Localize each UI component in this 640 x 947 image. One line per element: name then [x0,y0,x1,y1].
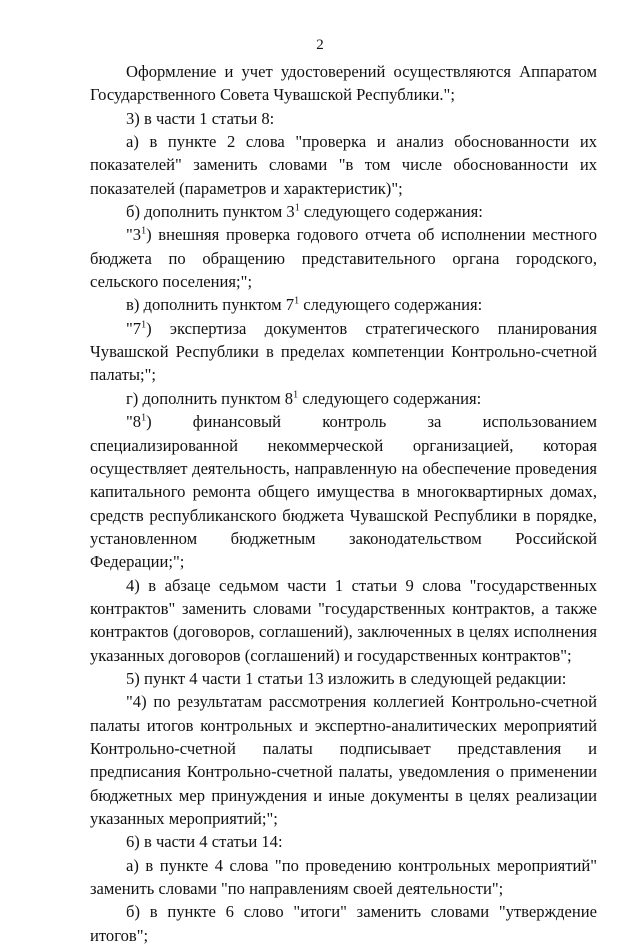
paragraph-text: следующего содержания: [299,295,483,315]
superscript: 1 [294,295,300,307]
superscript: 1 [141,225,147,237]
superscript: 1 [294,202,300,214]
document-body [90,60,597,947]
paragraph-text: следующего содержания: [299,202,483,222]
superscript: 1 [293,389,299,401]
paragraph-text: "8 [126,412,142,432]
paragraph-text: "7 [126,318,142,338]
paragraph-text: в) дополнить пунктом 7 [126,295,295,315]
paragraph [90,410,597,573]
paragraph-text: "3 [126,225,142,245]
superscript: 1 [141,319,147,331]
paragraph-text: б) дополнить пунктом 3 [126,202,295,222]
paragraph-text: г) дополнить пунктом 8 [126,388,294,408]
paragraph [90,223,597,293]
paragraph: "4) по результатам рассмотрения коллегией Контрольно-счетной палаты итогов контрольных и экспертно-аналитических мероприятий Контрольно-счетной палаты подписывает представления и предписания Контрольно-счетной палаты, уведомления о применении бюджетных мер принуждения и иные документы в целях реализации указанных мероприятий;"; [90,692,597,828]
paragraph-text: ) экспертиза документов стратегического планирования Чувашской Республики в пределах компетенции Контрольно-счетной палаты;"; [90,318,597,385]
paragraph-text: ) финансовый контроль за использованием специализированной некоммерческой организацией, которая осуществляет деятельность, направленную на обеспечение проведения капитального ремонта общего имущества в многоквартирных домах, средств республиканского бюджета Чувашской Республики в порядке, установленном бюджетным законодательством Российской Федерации;"; [90,412,597,572]
paragraph: Оформление и учет удостоверений осуществляются Аппаратом Государственного Совета Чувашской Республики."; [90,62,597,105]
paragraph-text: ) внешняя проверка годового отчета об исполнении местного бюджета по обращению представительного органа городского, сельского поселения;"; [90,225,597,292]
paragraph-text: следующего содержания: [298,388,482,408]
page-number: 2 [316,37,324,53]
paragraph: а) в пункте 4 слова "по проведению контрольных мероприятий" заменить словами "по направлениям своей деятельности"; [90,855,597,899]
superscript: 1 [141,412,147,424]
paragraph: а) в пункте 2 слова "проверка и анализ обоснованности их показателей" заменить словами "в том числе обоснованности их показателей (параметров и характеристик)"; [90,132,597,198]
paragraph: 5) пункт 4 части 1 статьи 13 изложить в следующей редакции: [126,668,567,688]
paragraph [90,317,597,387]
paragraph: 4) в абзаце седьмом части 1 статьи 9 слова "государственных контрактов" заменить словами "государственных контрактов, а также контрактов (договоров, соглашений), заключенных в целях исполнения указанных договоров (соглашений) и государственных контрактов"; [90,575,597,665]
paragraph: б) в пункте 6 слово "итоги" заменить словами "утверждение итогов"; [90,902,597,945]
paragraph [90,387,597,410]
paragraph: 3) в части 1 статьи 8: [126,108,275,128]
paragraph: 6) в части 4 статьи 14: [126,832,283,852]
paragraph [90,200,597,223]
paragraph [90,293,597,316]
